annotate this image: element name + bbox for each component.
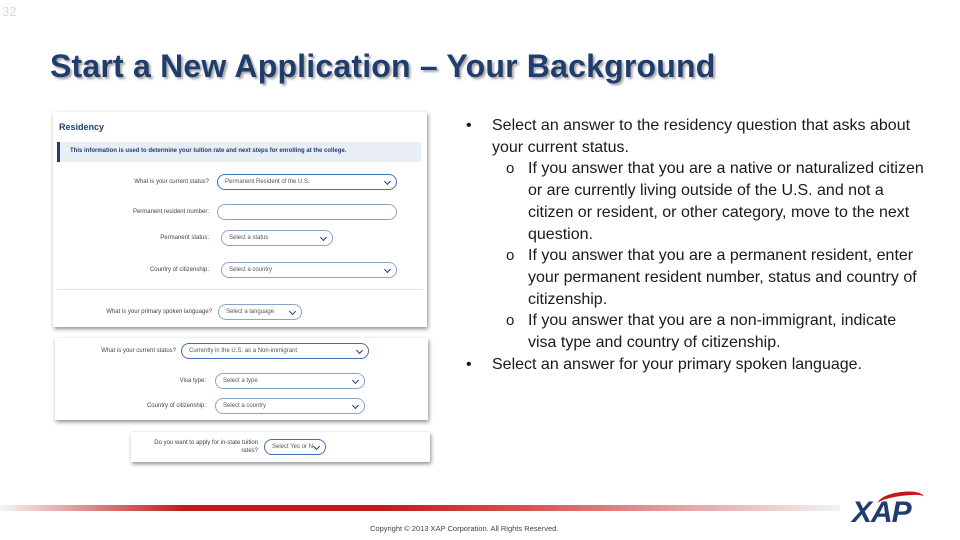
residency-form-screenshot: [53, 112, 427, 327]
country-of-citizenship-value: Select a country: [229, 267, 273, 273]
info-text: This information is used to determine your tuition rate and next steps for enrolling at the college.: [70, 148, 347, 154]
visa-type-select[interactable]: [215, 373, 365, 389]
bullet-text: Select an answer for your primary spoken language.: [492, 355, 862, 373]
in-state-tuition-screenshot: [131, 432, 430, 462]
visa-type-value: Select a type: [223, 378, 258, 384]
sub-bullet-marker: o: [506, 312, 515, 330]
bullet-marker: •: [466, 117, 472, 134]
sub-bullet-text: If you answer that you are a non-immigrant, indicate visa type and country of citizenship.: [528, 312, 897, 352]
divider: [57, 289, 423, 290]
chevron-down-icon: [352, 402, 359, 409]
country-of-citizenship-value: Select a country: [223, 403, 267, 409]
xap-logo: [852, 496, 948, 530]
in-state-tuition-label-line2: rates?: [241, 448, 258, 454]
page-title: Start a New Application – Your Background: [50, 48, 716, 84]
chevron-down-icon: [320, 234, 327, 241]
country-of-citizenship-select[interactable]: [215, 398, 365, 414]
logo-text: XAP: [852, 496, 911, 529]
list-item: [466, 310, 926, 353]
country-of-citizenship-label: Country of citizenship:: [146, 403, 206, 409]
chevron-down-icon: [356, 347, 363, 354]
permanent-status-label: Permanent status:: [160, 235, 209, 241]
bullet-marker: •: [466, 355, 472, 373]
footer-accent-bar: [0, 505, 840, 511]
primary-language-select[interactable]: [218, 304, 302, 320]
list-item: [466, 158, 926, 245]
bullet-text: Select an answer to the residency question that asks about your current status.: [492, 117, 911, 156]
current-status-select[interactable]: [181, 343, 369, 359]
current-status-label: What is your current status?: [101, 348, 176, 354]
in-state-tuition-value: Select Yes or N: [272, 444, 314, 450]
list-item: [466, 354, 926, 376]
list-item: [466, 245, 926, 310]
sub-bullet-marker: o: [506, 247, 515, 265]
current-status-select[interactable]: [217, 174, 397, 190]
in-state-tuition-label: [154, 439, 258, 455]
chevron-down-icon: [289, 308, 296, 315]
slide-number: 32: [2, 4, 17, 19]
instruction-list: [466, 115, 926, 375]
current-status-label: What is your current status?: [134, 179, 209, 185]
visa-type-label: Visa type:: [179, 378, 206, 384]
chevron-down-icon: [313, 443, 320, 450]
copyright-text: Copyright © 2013 XAP Corporation. All Rights Reserved.: [370, 524, 559, 533]
current-status-value: Currently in the U.S. as a Non-immigrant: [189, 348, 298, 354]
chevron-down-icon: [384, 178, 391, 185]
country-of-citizenship-select[interactable]: [221, 262, 397, 278]
in-state-tuition-label-line1: Do you want to apply for in-state tuition: [154, 440, 258, 446]
non-immigrant-form-screenshot: [55, 338, 428, 420]
sub-bullet-text: If you answer that you are a native or naturalized citizen or are currently living outside of the U.S. and not a citizen or resident, or other category, move to the next question.: [528, 160, 924, 243]
permanent-status-select[interactable]: [221, 230, 333, 246]
chevron-down-icon: [384, 266, 391, 273]
current-status-value: Permanent Resident of the U.S.: [225, 179, 310, 185]
sub-bullet-text: If you answer that you are a permanent resident, enter your permanent resident number, status and country of citizenship.: [528, 247, 917, 308]
sub-bullet-marker: o: [506, 160, 515, 178]
info-banner: [57, 142, 421, 162]
section-title: Residency: [59, 122, 105, 132]
list-item: [466, 115, 926, 158]
primary-language-label: What is your primary spoken language?: [106, 309, 212, 315]
chevron-down-icon: [352, 377, 359, 384]
in-state-tuition-select[interactable]: [264, 439, 326, 455]
permanent-status-value: Select a status: [229, 235, 269, 241]
primary-language-value: Select a language: [226, 309, 275, 315]
permanent-resident-number-label: Permanent resident number:: [132, 209, 209, 215]
country-of-citizenship-label: Country of citizenship:: [149, 267, 209, 273]
permanent-resident-number-input[interactable]: [217, 204, 397, 220]
